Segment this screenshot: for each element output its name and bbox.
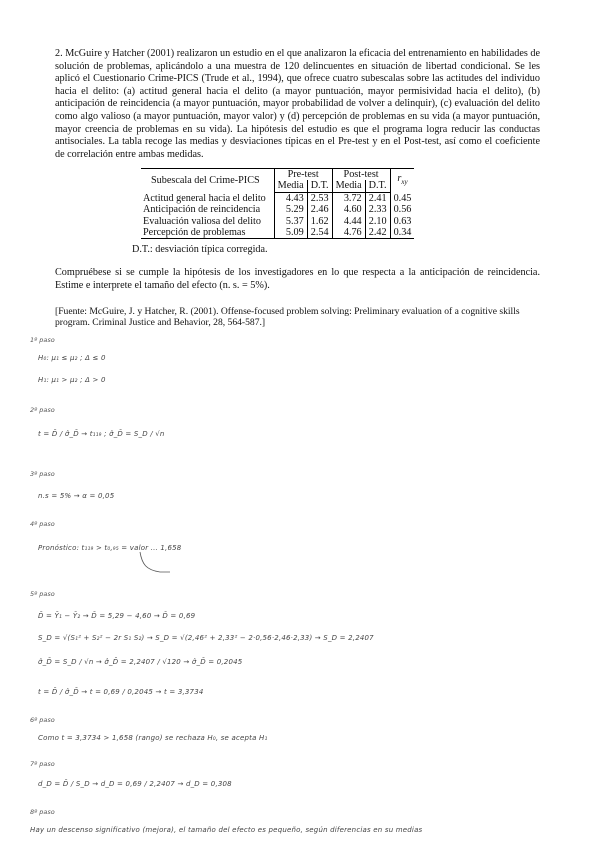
cell-pre-mean: 5.37 (274, 216, 307, 227)
significance-level: n.s = 5% → α = 0,05 (38, 492, 115, 500)
table-group-header (141, 169, 414, 181)
subscale-header: Subescala del Crime-PICS (141, 169, 274, 193)
question-text: Compruébese si se cumple la hipótesis de los investigadores en lo que respecta a la anticipación de reincidencia. Estime e interprete el tamaño del efecto (n. s. = 5%). (55, 267, 540, 291)
step-label: 8º paso (30, 808, 55, 816)
table-row (141, 216, 414, 227)
cell-post-sd: 2.42 (365, 227, 390, 239)
posttest-header: Post-test (332, 169, 390, 181)
pretest-header: Pre-test (274, 169, 332, 181)
cell-post-sd: 2.33 (365, 204, 390, 215)
cell-r: 0.56 (390, 204, 414, 215)
cell-post-sd: 2.41 (365, 192, 390, 204)
cell-pre-mean: 5.09 (274, 227, 307, 239)
cell-pre-mean: 4.43 (274, 192, 307, 204)
alt-hypothesis: H₁: μ₁ > μ₂ ; Δ > 0 (38, 376, 106, 384)
cell-pre-sd: 2.54 (307, 227, 332, 239)
table-footnote: D.T.: desviación típica corregida. (132, 244, 268, 255)
table-row (141, 192, 414, 204)
step-label: 1º paso (30, 336, 55, 344)
calc-sd-diff: S_D = √(S₁² + S₂² − 2r S₁ S₂) → S_D = √(2,46² + 2,33² − 2·0,56·2,46·2,33) → S_D = 2,2407 (38, 634, 374, 642)
cell-post-mean: 3.72 (332, 192, 365, 204)
null-hypothesis: H₀: μ₁ ≤ μ₂ ; Δ ≤ 0 (38, 354, 106, 362)
cell-r: 0.45 (390, 192, 414, 204)
calc-std-error: σ̂_D̄ = S_D / √n → σ̂_D̄ = 2,2407 / √120 → σ̂_D̄ = 0,2045 (38, 658, 243, 666)
calc-t-value: t = D̄ / σ̂_D̄ → t = 0,69 / 0,2045 → t = 3,3734 (38, 688, 204, 696)
decision: Como t = 3,3734 > 1,658 (rango) se rechaza H₀, se acepta H₁ (38, 734, 268, 742)
row-label: Actitud general hacia el delito (143, 192, 266, 204)
cell-pre-mean: 5.29 (274, 204, 307, 215)
pre-sd-header: D.T. (307, 180, 332, 192)
cell-post-sd: 2.10 (365, 216, 390, 227)
step-label: 3º paso (30, 470, 55, 478)
table-row (141, 227, 414, 239)
pre-mean-header: Media (274, 180, 307, 192)
cell-pre-sd: 2.53 (307, 192, 332, 204)
cell-pre-sd: 2.46 (307, 204, 332, 215)
conclusion: Hay un descenso significativo (mejora), el tamaño del efecto es pequeño, según diferencias en su medias (30, 826, 423, 834)
step-label: 2º paso (30, 406, 55, 414)
post-sd-header: D.T. (365, 180, 390, 192)
problem-text: 2. McGuire y Hatcher (2001) realizaron un estudio en el que analizaron la eficacia del entrenamiento en habilidades de solución de problemas, aplicándolo a una muestra de 120 delincuentes en situación de libertad condicional. Se les aplicó el Cuestionario Crime-PICS (Trude et al., 1994), que ofrece cuatro subescalas sobre las actitudes del individuo hacia el delito: (a) actitud general hacia el delito (a mayor puntuación, mayor permisividad hacia el delito), (b) anticipación de reincidencia (a mayor puntuación, mayor probabilidad de volver a delinquir), (c) evaluación del delito como algo valioso (a mayor puntuación, mayor valor) y (d) percepción de problemas en su vida (a mayor puntuación, mayor creencia de problemas en su vida). La hipótesis del estudio es que el programa logra reducir las conductas antisociales. La tabla recoge las medias y desviaciones típicas en el Pre-test y en el Post-test, así como el coeficiente de correlación entre ambas medidas. (55, 48, 540, 160)
effect-size: d_D = D̄ / S_D → d_D = 0,69 / 2,2407 → d_D = 0,308 (38, 780, 232, 788)
step-label: 5º paso (30, 590, 55, 598)
post-mean-header: Media (332, 180, 365, 192)
step-label: 4º paso (30, 520, 55, 528)
test-statistic: t = D̄ / σ̂_D̄ → t₁₁₉ ; σ̂_D̄ = S_D / √n (38, 430, 165, 438)
cell-post-mean: 4.76 (332, 227, 365, 239)
source-citation: [Fuente: McGuire, J. y Hatcher, R. (2001). Offense-focused problem solving: Preliminary evaluation of a cognitive skills program. Criminal Justice and Behavior, 28, 564-587.] (55, 306, 520, 329)
statistics-table (141, 168, 414, 239)
cell-r: 0.63 (390, 216, 414, 227)
row-label: Evaluación valiosa del delito (143, 215, 261, 227)
critical-region: Pronóstico: t₁₁₉ > t₀,₉₅ = valor ... 1,658 (38, 544, 182, 552)
cell-r: 0.34 (390, 227, 414, 239)
calc-mean-diff: D̄ = Ȳ₁ − Ȳ₂ → D̄ = 5,29 − 4,60 → D̄ = 0,69 (38, 612, 196, 620)
region-arrow (120, 550, 320, 580)
cell-pre-sd: 1.62 (307, 216, 332, 227)
problem-statement (55, 48, 540, 161)
table-row (141, 204, 414, 215)
step-label: 6º paso (30, 716, 55, 724)
row-label: Anticipación de reincidencia (143, 204, 261, 216)
cell-post-mean: 4.60 (332, 204, 365, 215)
row-label: Percepción de problemas (141, 227, 274, 239)
cell-post-mean: 4.44 (332, 216, 365, 227)
step-label: 7º paso (30, 760, 55, 768)
corr-header: $r_{xy}$ (390, 169, 414, 193)
